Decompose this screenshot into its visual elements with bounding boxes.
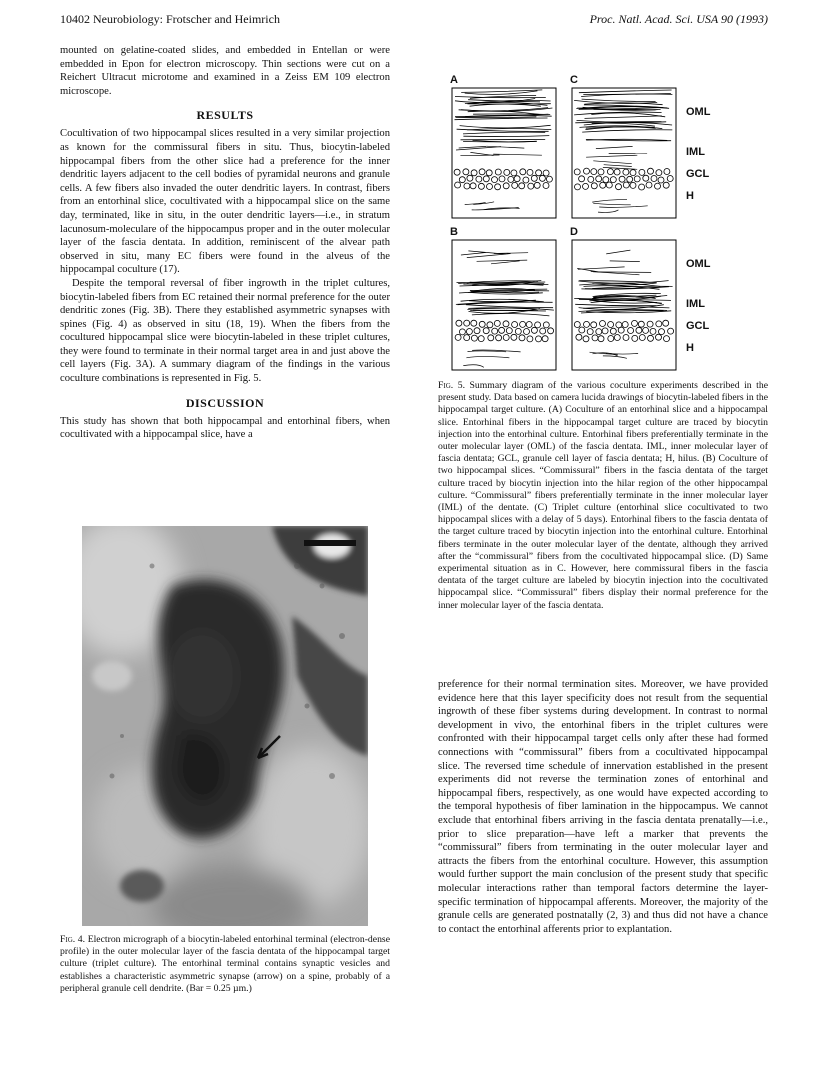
fiber-line-b [467, 308, 554, 310]
panel-frame-a [452, 88, 556, 218]
granule-cell-a [536, 170, 542, 176]
granule-cell-a [499, 176, 505, 182]
granule-cell-d [591, 322, 597, 328]
granule-cell-c [630, 182, 636, 188]
granule-cell-d [596, 329, 602, 335]
figure-5-label: Fig. 5. [438, 380, 465, 391]
granule-cell-c [600, 182, 606, 188]
granule-cell-d [579, 327, 585, 333]
layer-label-iml-bottom: IML [686, 298, 705, 310]
granule-cell-b [535, 322, 541, 328]
fiber-line-a [460, 125, 551, 128]
hilus-fiber-b [463, 365, 484, 368]
granule-cell-a [520, 169, 526, 175]
granule-cell-a [471, 170, 477, 176]
figure-5-caption-text: Summary diagram of the various coculture experiments described in the present study. Data based on camera lucida drawings of biocytin-labeled fibers in the hippocampal target culture. (A) Coculture of an entorhinal slice and a hippocampal slice. Entorhinal fibers in the hippocampal target culture are traced by biocytin injection into the entorhinal culture. Entorhinal fibers preferentially terminate in the outer molecular layer (OML) of the fascia dentata. IML, inner molecular layer of fascia dentata; GCL, granule cell layer of fascia dentata; H, hilus. (B) Coculture of two hippocampal slices. “Commissural” fibers in the fascia dentata of the target culture traced by biocytin injection into the hilar region of the other hippocampal culture. “Commissural” fibers preferentially terminate in the inner molecular layer (IML) of the dentate. (C) Triplet culture (entorhinal slice cocultivated to two hippocampal slices with a delay of 5 days). Entorhinal fibers to the fascia dentata of the target culture traced by biocytin injection into the entorhinal culture. Entorhinal fibers terminate in the outer molecular layer of the dentate, although they arrived after the “commissural” fibers from the cocultivated hippocampal slice. (D) Same experimental situation as in C. However, here commissural fibers in the fascia dentata of the target culture are labeled by biocytin injection into the cocultivated hippocampal slice. “Commissural” fibers display their normal preference for the inner molecular layer of the fascia dentata. [438, 380, 768, 611]
granule-cell-d [576, 334, 582, 340]
granule-cell-a [519, 183, 525, 189]
granule-cell-b [478, 336, 484, 342]
granule-cell-c [655, 183, 661, 189]
granule-cell-b [471, 320, 477, 326]
results-paragraph-2: Despite the temporal reversal of fiber ingrowth in the triplet cultures, biocytin-labeled fibers from EC retained their normal preference for the outer dendritic zones (Fig. 3B). There they established asymmetric synapses with spines (Fig. 4) as observed in situ (18, 19). When the fibers from the cocultured hippocampal slice were biocytin-labeled in these triplet cultures, they were found to terminate in their normal target area in and just above the cell layers (Fig. 3A). A summary diagram of the findings in the various coculture combinations is represented in Fig. 5. [60, 277, 390, 385]
granule-cell-c [667, 176, 673, 182]
methods-end-paragraph: mounted on gelatine-coated slides, and embedded in Entellan or were embedded in Epon for electron microscopy. Thin sections were cut on a Reichert Ultracut microtome and examined in a Zeiss EM 109 electron microscope. [60, 45, 390, 97]
granule-cell-a [487, 184, 493, 190]
sparse-fiber-b [491, 261, 520, 264]
granule-cell-b [527, 336, 533, 342]
sparse-fiber-a [493, 154, 542, 155]
hilus-fiber-b [466, 356, 509, 357]
granule-cell-d [656, 334, 662, 340]
granule-cell-a [508, 176, 514, 182]
panel-letter-a: A [450, 74, 458, 86]
granule-cell-a [528, 183, 534, 189]
granule-cell-d [659, 329, 665, 335]
granule-cell-c [619, 176, 625, 182]
granule-cell-c [583, 183, 589, 189]
granule-cell-b [506, 328, 512, 334]
fiber-line-a [467, 128, 551, 129]
granule-cell-a [476, 176, 482, 182]
granule-cell-d [598, 336, 604, 342]
granule-cell-c [639, 169, 645, 175]
sparse-fiber-c [596, 146, 633, 148]
granule-cell-b [531, 327, 537, 333]
granule-cell-b [503, 321, 509, 327]
granule-cell-c [656, 170, 662, 176]
sparse-fiber-c [586, 155, 637, 157]
hilus-fiber-d [593, 353, 618, 356]
granule-cell-b [455, 334, 461, 340]
granule-cell-d [592, 335, 598, 341]
fiber-line-c [582, 99, 656, 102]
panel-letter-c: C [570, 74, 578, 86]
figure-4-caption-text: Electron micrograph of a biocytin-labeled entorhinal terminal (electron-dense profile) in the outer molecular layer of the fascia dentata of the hippocampal target culture (triplet culture). The entorhinal terminal contains synaptic vesicles and establishes a characteristic asymmetric synapse (arrow) on a spine, probably of a peripheral granule cell dendrite. (Bar = 0.25 µm.) [60, 934, 390, 994]
granule-cell-c [606, 182, 612, 188]
layer-label-iml-top: IML [686, 146, 705, 158]
granule-cell-c [591, 183, 597, 189]
granule-cell-c [603, 177, 609, 183]
granule-cell-b [496, 335, 502, 341]
granule-cell-d [628, 328, 634, 334]
granule-cell-b [492, 328, 498, 334]
granule-cell-c [584, 168, 590, 174]
granule-cell-b [520, 321, 526, 327]
granule-cell-d [668, 328, 674, 334]
layer-label-oml-bottom: OML [686, 258, 711, 270]
panel-letter-d: D [570, 226, 578, 238]
granule-cell-b [499, 327, 505, 333]
layer-label-gcl-top: GCL [686, 168, 710, 180]
granule-cell-d [618, 327, 624, 333]
granule-cell-a [454, 169, 460, 175]
sparse-fiber-d [606, 250, 630, 254]
granule-cell-a [463, 169, 469, 175]
granule-cell-d [584, 321, 590, 327]
granule-cell-d [664, 336, 670, 342]
hilus-fiber-c [592, 199, 627, 202]
granule-cell-a [539, 175, 545, 181]
granule-cell-b [483, 328, 489, 334]
discussion-continuation-paragraph: preference for their normal termination sites. Moreover, we have provided evidence here that this layer specificity does not result from the sequential ingrowth of these fiber systems during development. In contrast to normal development in vivo, the entorhinal fibers in the triplet cultures were confronted with their hippocampal target cells only after these had formed connections with “commissural” fibers from a cocultivated hippocampal slice. The reversed time schedule of innervation established in the present experiments did not reverse the termination zones of entorhinal and hippocampal fibers, respectively, as one would have expected according to the temporal hypothesis of fiber lamination in the hippocampus. We cannot exclude that entorhinal fibers arriving in the fascia dentata prenatally—i.e., prior to slice preparation—have left a marker that prevents the “commissural” fibers from terminating in the outer molecular layer and attracts the fibers from the entorhinal coculture. However, this assumption would further support the main conclusion of the present study that specific molecular interactions rather than temporal factors determine the layer-specific termination of hippocampal afferents. Moreover, the majority of the granule cells are generated postnatally (2, 3) and thus did not have a chance to contact the entorhinal afferents prior to explantation. [438, 679, 768, 935]
granule-cell-d [610, 328, 616, 334]
layer-label-gcl-bottom: GCL [686, 320, 710, 332]
granule-cell-a [511, 170, 517, 176]
running-header [60, 12, 768, 30]
granule-cell-c [598, 169, 604, 175]
fiber-line-a [459, 108, 548, 111]
left-column [60, 44, 390, 442]
granule-cell-d [663, 320, 669, 326]
granule-cell-b [494, 320, 500, 326]
sparse-fiber-d [578, 267, 625, 269]
sparse-fiber-b [461, 253, 486, 256]
granule-cell-c [634, 176, 640, 182]
granule-cell-b [479, 321, 485, 327]
granule-cell-d [643, 327, 649, 333]
granule-cell-c [574, 169, 580, 175]
granule-cell-c [623, 169, 629, 175]
layer-label-oml-top: OML [686, 106, 711, 118]
granule-cell-b [526, 322, 532, 328]
sparse-fiber-c [593, 161, 631, 164]
fiber-line-a [463, 136, 549, 137]
hilus-fiber-b [468, 351, 507, 352]
figure-5-diagram [448, 76, 758, 376]
granule-cell-d [656, 321, 662, 327]
granule-cell-b [466, 329, 472, 335]
granule-cell-a [503, 183, 509, 189]
granule-cell-b [487, 322, 493, 328]
fiber-line-a [463, 132, 545, 134]
granule-cell-c [664, 169, 670, 175]
granule-cell-a [486, 170, 492, 176]
granule-cell-b [456, 320, 462, 326]
granule-cell-d [622, 322, 628, 328]
granule-cell-a [534, 182, 540, 188]
hilus-fiber-c [599, 206, 648, 208]
sparse-fiber-c [604, 165, 632, 167]
granule-cell-b [536, 336, 542, 342]
granule-cell-d [623, 335, 629, 341]
granule-cell-d [648, 335, 654, 341]
granule-cell-b [459, 329, 465, 335]
granule-cell-b [464, 320, 470, 326]
granule-cell-b [548, 328, 554, 334]
granule-cell-c [607, 169, 613, 175]
granule-cell-b [488, 335, 494, 341]
granule-cell-d [636, 327, 642, 333]
granule-cell-d [647, 321, 653, 327]
granule-cell-c [579, 176, 585, 182]
granule-cell-c [575, 184, 581, 190]
granule-cell-b [524, 329, 530, 335]
granule-cell-c [643, 175, 649, 181]
granule-cell-c [627, 176, 633, 182]
granule-cell-b [464, 335, 470, 341]
discussion-paragraph-1: This study has shown that both hippocampal and entorhinal fibers, when cocultivated with a hippocampal slice, have a [60, 415, 390, 441]
granule-cell-d [638, 321, 644, 327]
discussion-heading: DISCUSSION [185, 395, 265, 410]
granule-cell-b [471, 335, 477, 341]
figure-4-caption [60, 934, 390, 995]
granule-cell-c [646, 182, 652, 188]
granule-cell-b [519, 335, 525, 341]
granule-cell-d [608, 322, 614, 328]
granule-cell-d [600, 321, 606, 327]
fiber-line-b [472, 313, 550, 315]
fiber-line-a [457, 129, 549, 131]
granule-cell-a [470, 183, 476, 189]
granule-cell-c [610, 177, 616, 183]
hilus-fiber-c [598, 210, 618, 213]
right-column-body [438, 678, 768, 936]
granule-cell-d [574, 322, 580, 328]
granule-cell-a [455, 182, 461, 188]
granule-cell-c [648, 168, 654, 174]
hilus-fiber-c [593, 203, 631, 205]
granule-cell-d [608, 336, 614, 342]
granule-cell-c [663, 182, 669, 188]
granule-cell-b [515, 328, 521, 334]
granule-cell-a [512, 182, 518, 188]
granule-cell-d [650, 328, 656, 334]
granule-cell-a [483, 176, 489, 182]
granule-cell-a [514, 176, 520, 182]
figure-4-label: Fig. 4. [60, 934, 86, 945]
header-citation: Proc. Natl. Acad. Sci. USA 90 (1993) [589, 12, 768, 26]
granule-cell-a [495, 169, 501, 175]
granule-cell-c [614, 169, 620, 175]
granule-cell-a [546, 176, 552, 182]
granule-cell-a [492, 177, 498, 183]
results-paragraph-1: Cocultivation of two hippocampal slices resulted in a very similar projection as known for the commissural fibers in situ. Thus, biocytin-labeled hippocampal fibers from the other slice had a preference for the inner dendritic layers adjacent to the cell bodies of pyramidal neurons and granule cells. A few fibers also invaded the outer dendritic layers. In contrast, fibers from an entorhinal slice, cocultivated with a hippocampal slice on the same day, terminated, like in situ, in the outer dendritic layers—i.e., in stratum lacunosum-moleculare of the hippocampus proper and in the outer molecular layer of the fascia dentata. In addition, reminiscent of the alvear path observed in situ, many EC fibers were found in the alveus of the hippocampal coculture (17). [60, 128, 390, 276]
granule-cell-b [511, 334, 517, 340]
sparse-fiber-a [460, 155, 499, 156]
panel-letter-b: B [450, 226, 458, 238]
layer-label-h-bottom: H [686, 342, 694, 354]
granule-cell-d [587, 329, 593, 335]
sparse-fiber-c [603, 167, 637, 169]
granule-cell-d [632, 320, 638, 326]
granule-cell-a [478, 183, 484, 189]
granule-cell-c [651, 176, 657, 182]
granule-cell-a [464, 183, 470, 189]
figure-5-caption [438, 380, 768, 612]
granule-cell-a [523, 177, 529, 183]
fiber-line-c [582, 130, 672, 132]
granule-cell-c [588, 176, 594, 182]
granule-cell-c [658, 177, 664, 183]
granule-cell-d [602, 328, 608, 334]
fiber-line-c [585, 116, 662, 119]
header-journal-section: 10402 Neurobiology: Frotscher and Heimrich [60, 12, 280, 26]
sparse-fiber-d [610, 261, 640, 262]
sparse-fiber-b [467, 254, 511, 258]
fiber-line-d [575, 304, 656, 305]
granule-cell-a [543, 170, 549, 176]
granule-cell-d [583, 336, 589, 342]
granule-cell-b [543, 322, 549, 328]
fiber-line-a [455, 118, 548, 120]
granule-cell-c [623, 182, 629, 188]
granule-cell-a [543, 183, 549, 189]
fiber-line-d [583, 307, 669, 308]
hilus-fiber-d [603, 356, 627, 358]
granule-cell-c [616, 184, 622, 190]
fiber-line-c [579, 90, 672, 93]
granule-cell-b [503, 335, 509, 341]
figure-5-panels [448, 76, 758, 376]
granule-cell-c [630, 170, 636, 176]
granule-cell-d [632, 335, 638, 341]
layer-label-h-top: H [686, 190, 694, 202]
electron-micrograph-image [82, 526, 368, 926]
granule-cell-a [531, 175, 537, 181]
granule-cell-b [512, 322, 518, 328]
sparse-fiber-b [494, 253, 528, 254]
fiber-line-b [466, 305, 553, 308]
granule-cell-a [504, 169, 510, 175]
granule-cell-c [591, 169, 597, 175]
granule-cell-a [495, 184, 501, 190]
granule-cell-b [542, 336, 548, 342]
granule-cell-d [614, 335, 620, 341]
granule-cell-a [479, 169, 485, 175]
granule-cell-a [459, 177, 465, 183]
granule-cell-d [639, 335, 645, 341]
granule-cell-b [474, 328, 480, 334]
granule-cell-c [596, 176, 602, 182]
granule-cell-a [467, 175, 473, 181]
granule-cell-c [639, 184, 645, 190]
electron-micrograph-figure [82, 526, 368, 926]
results-heading: RESULTS [196, 108, 254, 123]
granule-cell-b [540, 328, 546, 334]
granule-cell-a [527, 169, 533, 175]
